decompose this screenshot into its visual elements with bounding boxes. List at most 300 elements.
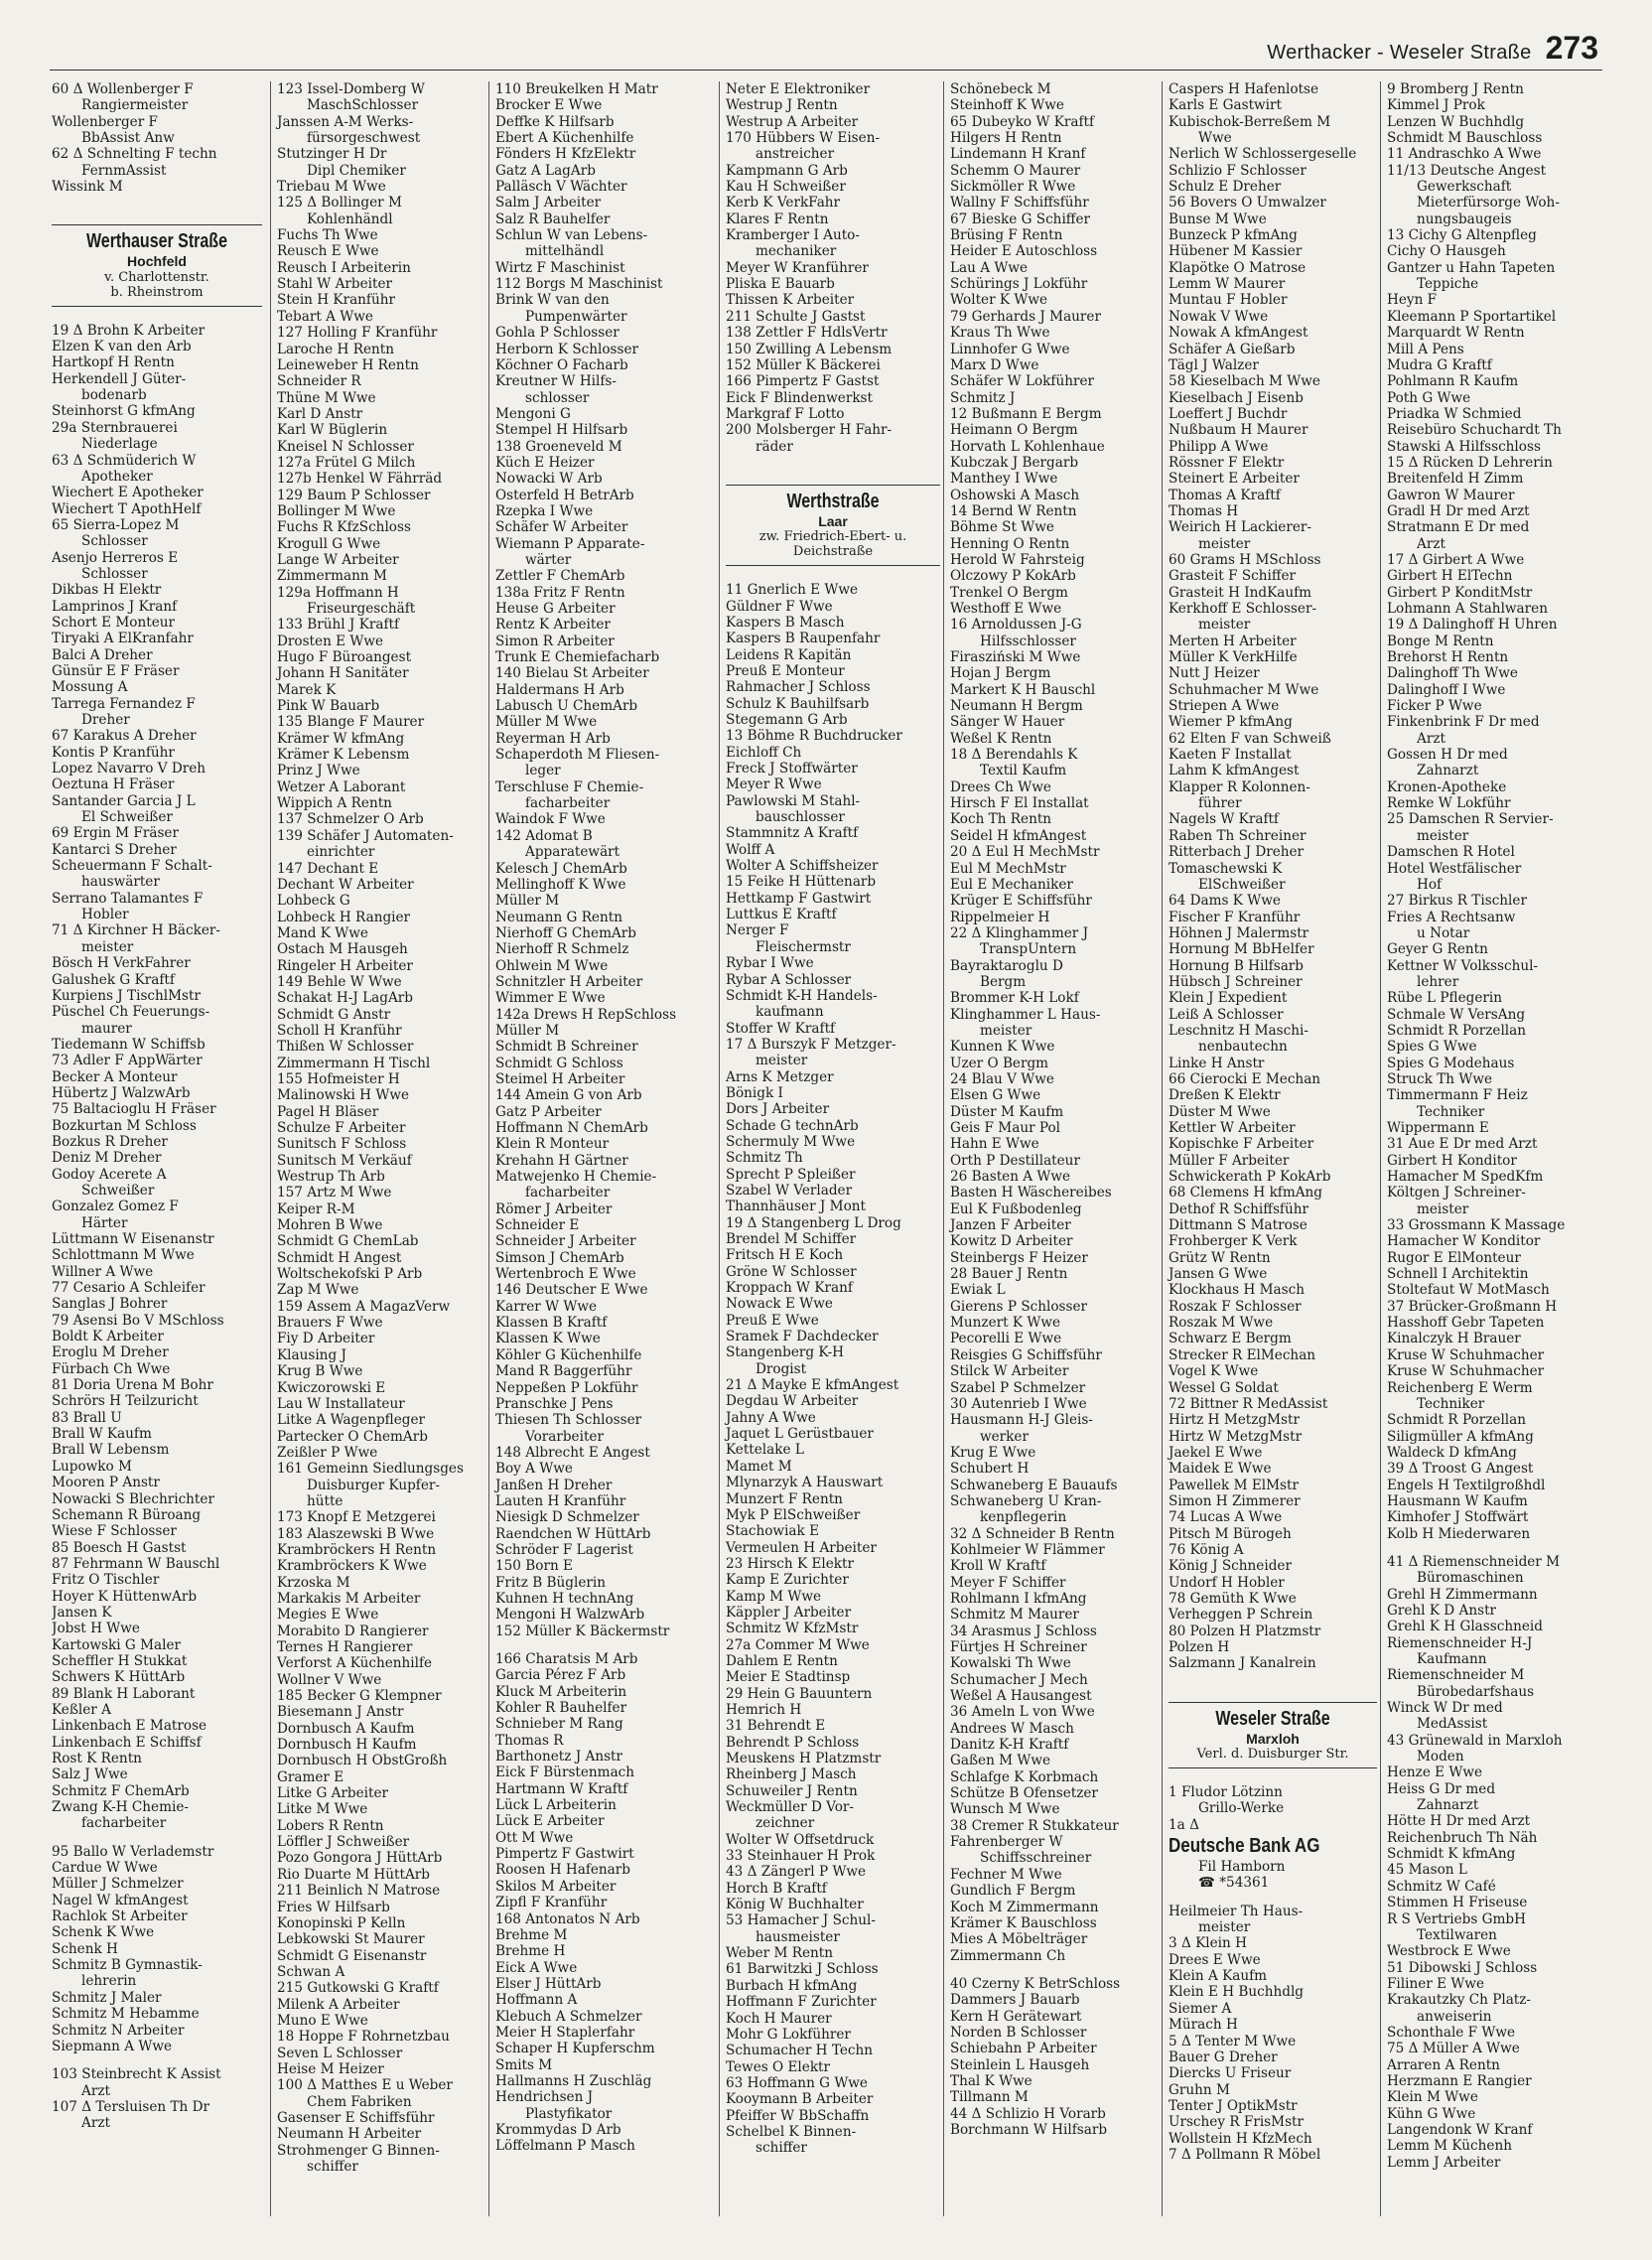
resident-entry: Roszak M Wwe bbox=[1169, 1315, 1274, 1332]
resident-entry: 37 Brücker-Großmann H bbox=[1387, 1298, 1558, 1315]
resident-entry: Schumacher J Mech bbox=[950, 1671, 1088, 1688]
entry-continuation: Apparatewärt bbox=[525, 844, 620, 861]
resident-entry: 135 Blange F Maurer bbox=[277, 714, 425, 731]
resident-entry: 1 Fludor Lötzinn bbox=[1169, 1784, 1283, 1801]
entry-continuation: Schiffsschreiner bbox=[980, 1850, 1092, 1867]
resident-entry: Dors J Arbeiter bbox=[726, 1101, 830, 1118]
resident-entry: Kaspers B Raupenfahr bbox=[726, 631, 881, 647]
resident-entry: Schnell I Architektin bbox=[1387, 1266, 1529, 1283]
resident-entry: Deniz M Dreher bbox=[52, 1150, 162, 1167]
resident-entry: Höhnen J Malermstr bbox=[1169, 924, 1309, 941]
resident-entry: Hirsch F El Installat bbox=[950, 795, 1089, 812]
resident-entry: Schelbel K Binnen- bbox=[726, 2123, 857, 2140]
entry-continuation: meister bbox=[1198, 535, 1251, 552]
resident-entry: 12 Bußmann E Bergm bbox=[950, 405, 1102, 422]
resident-entry: Neumann H Arbeiter bbox=[277, 2126, 422, 2143]
resident-entry: Hamacher W Konditor bbox=[1387, 1233, 1541, 1250]
resident-entry: Struck Th Wwe bbox=[1387, 1070, 1492, 1087]
resident-entry: Timmermann F Heiz bbox=[1387, 1087, 1528, 1104]
resident-entry: Damschen R Hotel bbox=[1387, 844, 1515, 861]
entry-continuation: Zahnarzt bbox=[1417, 1797, 1479, 1814]
resident-entry: Willner A Wwe bbox=[52, 1263, 154, 1280]
resident-entry: Hornung M BbHelfer bbox=[1169, 941, 1314, 958]
resident-entry: Karl W Büglerin bbox=[277, 422, 388, 439]
resident-entry: Dahlem E Rentn bbox=[726, 1652, 838, 1669]
resident-entry: Schwickerath P KokArb bbox=[1169, 1169, 1331, 1186]
entry-continuation: Techniker bbox=[1417, 1395, 1485, 1412]
resident-entry: Steinhoff K Wwe bbox=[950, 97, 1064, 114]
entry-continuation: nenbautechn bbox=[1198, 1039, 1288, 1056]
resident-entry: 127b Henkel W Fährräd bbox=[277, 471, 443, 488]
resident-entry: Bönigk I bbox=[726, 1084, 783, 1101]
resident-entry: Gröne W Schlosser bbox=[726, 1263, 857, 1280]
resident-entry: Brehme H bbox=[495, 1943, 566, 1960]
resident-entry: Philipp A Wwe bbox=[1169, 438, 1269, 455]
resident-entry: Kruse W Schuhmacher bbox=[1387, 1363, 1545, 1380]
entry-continuation: leger bbox=[525, 763, 561, 779]
resident-entry: Wollenberger F bbox=[52, 113, 158, 130]
resident-entry: Brink W van den bbox=[495, 292, 610, 309]
resident-entry: 30 Autenrieb I Wwe bbox=[950, 1395, 1087, 1412]
resident-entry: Dornbusch A Kaufm bbox=[277, 1720, 415, 1737]
resident-entry: Pfeiffer W BbSchaffn bbox=[726, 2107, 870, 2124]
resident-entry: 22 Δ Klinghammer J bbox=[950, 924, 1089, 941]
resident-entry: 15 Δ Rücken D Lehrerin bbox=[1387, 454, 1553, 471]
resident-entry: Merten H Arbeiter bbox=[1169, 633, 1297, 649]
resident-entry: Brall W Kaufm bbox=[52, 1426, 152, 1443]
resident-entry: Reusch E Wwe bbox=[277, 243, 379, 260]
resident-entry: Arns K Metzger bbox=[726, 1068, 834, 1085]
resident-entry: Zap M Wwe bbox=[277, 1282, 359, 1299]
resident-entry: Schmidt H Angest bbox=[277, 1249, 402, 1266]
resident-entry: Stempel H Hilfsarb bbox=[495, 422, 628, 439]
resident-entry: Rybar I Wwe bbox=[726, 955, 814, 972]
resident-entry: Kontis P Kranführ bbox=[52, 744, 175, 761]
resident-entry: Tiedemann W Schiffsb bbox=[52, 1036, 206, 1053]
resident-entry: Klares F Rentn bbox=[726, 211, 829, 227]
resident-entry: Zwang K-H Chemie- bbox=[52, 1799, 189, 1816]
resident-entry: Zimmermann H Tischl bbox=[277, 1055, 431, 1071]
resident-entry: Norden B Schlosser bbox=[950, 2024, 1087, 2041]
directory-column-4 bbox=[719, 81, 940, 2216]
resident-entry: Kelesch J ChemArb bbox=[495, 860, 627, 877]
resident-entry: Stilck W Arbeiter bbox=[950, 1363, 1069, 1380]
resident-entry: Zimmermann M bbox=[277, 568, 387, 585]
resident-entry: Wiemann P Apparate- bbox=[495, 535, 645, 552]
resident-entry: Kettelake L bbox=[726, 1442, 804, 1459]
resident-entry: Linkenbach E Schiffsf bbox=[52, 1734, 202, 1751]
resident-entry: Kowitz D Arbeiter bbox=[950, 1233, 1073, 1250]
resident-entry: 33 Steinhauer H Prok bbox=[726, 1848, 876, 1865]
resident-entry: Schwaneberg E Bauaufs bbox=[950, 1477, 1118, 1493]
resident-entry: Fischer F Kranführ bbox=[1169, 909, 1301, 925]
resident-entry: Gruhn M bbox=[1169, 2081, 1230, 2098]
resident-entry: Grasteit F Schiffer bbox=[1169, 568, 1297, 585]
entry-continuation: mechaniker bbox=[756, 243, 837, 260]
resident-entry: Rzepka I Wwe bbox=[495, 502, 594, 519]
resident-entry: Freck J Stoffwärter bbox=[726, 761, 858, 777]
resident-entry: Jobst H Wwe bbox=[52, 1621, 140, 1637]
resident-entry: 36 Ameln L von Wwe bbox=[950, 1704, 1095, 1721]
resident-entry: 211 Beinlich N Matrose bbox=[277, 1883, 441, 1900]
resident-entry: Kronen-Apotheke bbox=[1387, 778, 1507, 795]
resident-entry: Költgen J Schreiner- bbox=[1387, 1185, 1526, 1201]
resident-entry: Schlottmann M Wwe bbox=[52, 1247, 195, 1264]
resident-entry: Weirich H Lackierer- bbox=[1169, 519, 1311, 536]
resident-entry: Stahl W Arbeiter bbox=[277, 276, 393, 293]
resident-entry: Salz J Wwe bbox=[52, 1766, 128, 1783]
resident-entry: Heider E Autoschloss bbox=[950, 243, 1098, 260]
entry-continuation: Arzt bbox=[81, 2115, 110, 2132]
directory-column-3 bbox=[488, 81, 716, 2216]
resident-entry: Rugor E ElMonteur bbox=[1387, 1249, 1521, 1266]
resident-entry: Kroppach W Kranf bbox=[726, 1280, 853, 1297]
entry-continuation: u Notar bbox=[1417, 924, 1470, 941]
resident-entry: Raben Th Schreiner bbox=[1169, 827, 1307, 844]
resident-entry: Schmidt M Bauschloss bbox=[1387, 130, 1543, 147]
entry-continuation: Bergm bbox=[980, 973, 1027, 990]
resident-entry: Rybar A Schlosser bbox=[726, 971, 852, 988]
spacer bbox=[52, 2054, 262, 2066]
entry-continuation: Schweißer bbox=[81, 1182, 155, 1199]
resident-entry: Lupowko M bbox=[52, 1458, 132, 1475]
resident-entry: Dornbusch H ObstGroßh bbox=[277, 1753, 448, 1769]
entry-continuation: kenpflegerin bbox=[980, 1509, 1067, 1526]
resident-entry: Karrer W Wwe bbox=[495, 1298, 598, 1315]
resident-entry: 129 Baum P Schlosser bbox=[277, 487, 431, 503]
resident-entry: Wirtz F Maschinist bbox=[495, 259, 625, 276]
resident-entry: Kubischok-Berreßem M bbox=[1169, 113, 1331, 130]
resident-entry: Simon R Arbeiter bbox=[495, 633, 615, 649]
resident-entry: Fries W Hilfsarb bbox=[277, 1899, 390, 1915]
resident-entry: Hausmann W Kaufm bbox=[1387, 1492, 1528, 1509]
resident-entry: 146 Deutscher E Wwe bbox=[495, 1282, 648, 1299]
resident-entry: Schmitz J Maler bbox=[52, 1989, 162, 2006]
resident-entry: Schmidt B Schreiner bbox=[495, 1039, 638, 1056]
resident-entry: Hallmanns H Zuschläg bbox=[495, 2072, 652, 2089]
resident-entry: Drees Ch Wwe bbox=[950, 778, 1051, 795]
resident-entry: Hoyer K HüttenwArb bbox=[52, 1588, 198, 1605]
resident-entry: Hartkopf H Rentn bbox=[52, 354, 175, 371]
resident-entry: Nowak V Wwe bbox=[1169, 308, 1269, 325]
resident-entry: 58 Kieselbach M Wwe bbox=[1169, 373, 1320, 390]
resident-entry: 152 Müller K Bäckerei bbox=[726, 356, 881, 373]
resident-entry: Borchmann W Hilfsarb bbox=[950, 2121, 1108, 2138]
resident-entry: 21 Δ Mayke E kfmAngest bbox=[726, 1377, 899, 1394]
resident-entry: Dechant W Arbeiter bbox=[277, 876, 414, 893]
resident-entry: Schakat H-J LagArb bbox=[277, 990, 413, 1007]
resident-entry: Lauten H Kranführ bbox=[495, 1492, 626, 1509]
entry-continuation: Textil Kaufm bbox=[980, 763, 1067, 779]
resident-entry: Girbert P KonditMstr bbox=[1387, 584, 1533, 601]
resident-entry: 83 Brall U bbox=[52, 1409, 122, 1426]
entry-continuation: Zahnarzt bbox=[1417, 763, 1479, 779]
resident-entry: Wolter K Wwe bbox=[950, 292, 1048, 309]
entry-continuation: wärter bbox=[525, 551, 572, 568]
entry-continuation: maurer bbox=[81, 1020, 132, 1037]
resident-entry: Heiss G Dr med bbox=[1387, 1780, 1496, 1797]
resident-entry: Hamacher M SpedKfm bbox=[1387, 1169, 1544, 1186]
entry-continuation: anstreicher bbox=[756, 146, 835, 163]
resident-entry: Kerb K VerkFahr bbox=[726, 195, 841, 212]
resident-entry: Dittmann S Matrose bbox=[1169, 1217, 1308, 1234]
resident-entry: Lück L Arbeiterin bbox=[495, 1797, 617, 1814]
resident-entry: Karl D Anstr bbox=[277, 405, 363, 422]
resident-entry: Biesemann J Anstr bbox=[277, 1704, 404, 1721]
resident-entry: Filiner E Wwe bbox=[1387, 1975, 1484, 1992]
resident-entry: Myk P ElSchweißer bbox=[726, 1506, 861, 1523]
resident-entry: 147 Dechant E bbox=[277, 860, 379, 877]
resident-entry: 142 Adomat B bbox=[495, 827, 593, 844]
resident-entry: 19 Δ Brohn K Arbeiter bbox=[52, 322, 206, 339]
resident-entry: Wiechert E Apotheker bbox=[52, 485, 204, 501]
resident-entry: 29 Hein G Bauuntern bbox=[726, 1685, 873, 1702]
resident-entry: Schade G technArb bbox=[726, 1117, 859, 1134]
resident-entry: 81 Doria Urena M Bohr bbox=[52, 1377, 213, 1394]
company-name: Deutsche Bank AG bbox=[1169, 1835, 1320, 1858]
resident-entry: 9 Bromberg J Rentn bbox=[1387, 81, 1524, 97]
resident-entry: Hötte H Dr med Arzt bbox=[1387, 1813, 1531, 1830]
entry-continuation: MedAssist bbox=[1417, 1716, 1488, 1733]
resident-entry: Manthey I Wwe bbox=[950, 471, 1058, 488]
resident-entry: Basten H Wäschereibes bbox=[950, 1185, 1112, 1201]
resident-entry: 18 Hoppe F Rohrnetzbau bbox=[277, 2029, 450, 2046]
resident-entry: Kampmann G Arb bbox=[726, 162, 848, 179]
resident-entry: Linnhofer G Wwe bbox=[950, 341, 1070, 357]
entry-continuation: hauswärter bbox=[81, 874, 160, 891]
entry-continuation: Niederlage bbox=[81, 436, 158, 453]
resident-entry: 152 Müller K Bäckermstr bbox=[495, 1623, 670, 1639]
resident-entry: Riemenschneider M bbox=[1387, 1667, 1525, 1684]
resident-entry: Ternes H Rangierer bbox=[277, 1639, 413, 1655]
resident-entry: Meuskens H Platzmstr bbox=[726, 1751, 882, 1766]
resident-entry: Raendchen W HüttArb bbox=[495, 1525, 651, 1542]
resident-entry: Westrup J Rentn bbox=[726, 97, 838, 114]
resident-entry: Eul K Fußbodenleg bbox=[950, 1201, 1082, 1217]
resident-entry: Schonthale F Wwe bbox=[1387, 2024, 1516, 2041]
entry-continuation: Vorarbeiter bbox=[525, 1428, 604, 1445]
resident-entry: Preuß E Monteur bbox=[726, 662, 845, 679]
resident-entry: Verforst A Küchenhilfe bbox=[277, 1655, 433, 1672]
resident-entry: Lahm K kfmAngest bbox=[1169, 763, 1300, 779]
resident-entry: Gierens P Schlosser bbox=[950, 1298, 1088, 1315]
resident-entry: Waldeck D kfmAng bbox=[1387, 1444, 1517, 1461]
resident-entry: Gundlich F Bergm bbox=[950, 1883, 1076, 1900]
entry-continuation: Dipl Chemiker bbox=[307, 162, 406, 179]
resident-entry: König W Buchhalter bbox=[726, 1897, 864, 1913]
resident-entry: Stammnitz A Kraftf bbox=[726, 825, 859, 842]
resident-entry: Hoffmann A bbox=[495, 1992, 578, 2009]
resident-entry: Karls E Gastwirt bbox=[1169, 97, 1282, 114]
resident-entry: Stein H Kranführ bbox=[277, 292, 395, 309]
entry-continuation: anweiserin bbox=[1417, 2008, 1492, 2025]
resident-entry: Wetzer A Laborant bbox=[277, 778, 406, 795]
resident-entry: Vermeulen H Arbeiter bbox=[726, 1539, 877, 1556]
resident-entry: Wertenbroch E Wwe bbox=[495, 1266, 636, 1283]
entry-continuation: facharbeiter bbox=[525, 795, 611, 812]
resident-entry: Gaßen M Wwe bbox=[950, 1753, 1051, 1769]
resident-entry: Köchner O Facharb bbox=[495, 356, 628, 373]
resident-entry: Lopez Navarro V Dreh bbox=[52, 761, 206, 777]
directory-column-6 bbox=[1162, 81, 1377, 2216]
resident-entry: Smits M bbox=[495, 2056, 553, 2073]
resident-entry: 60 Grams H MSchloss bbox=[1169, 551, 1321, 568]
resident-entry: 1a Δ bbox=[1169, 1816, 1199, 1833]
resident-entry: Sprecht P Spleißer bbox=[726, 1166, 856, 1183]
resident-entry: Schröder F Lagerist bbox=[495, 1541, 633, 1558]
resident-entry: Schwers K HüttArb bbox=[52, 1669, 186, 1686]
resident-entry: Geyer G Rentn bbox=[1387, 941, 1488, 958]
resident-entry: 43 Δ Zängerl P Wwe bbox=[726, 1864, 867, 1881]
resident-entry: 89 Blank H Laborant bbox=[52, 1685, 196, 1702]
resident-entry: Girbert H ElTechn bbox=[1387, 568, 1513, 585]
resident-entry: 138 Groeneveld M bbox=[495, 438, 622, 455]
resident-entry: Serrano Talamantes F bbox=[52, 890, 204, 907]
resident-entry: Nagel W kfmAngest bbox=[52, 1892, 189, 1908]
resident-entry: 149 Behle W Wwe bbox=[277, 973, 402, 990]
resident-entry: Tewes O Elektr bbox=[726, 2058, 831, 2075]
resident-entry: Jansen G Wwe bbox=[1169, 1266, 1268, 1283]
resident-entry: Gradl H Dr med Arzt bbox=[1387, 502, 1530, 519]
resident-entry: Spies G Modehaus bbox=[1387, 1055, 1515, 1071]
entry-continuation: bodenarb bbox=[81, 387, 147, 404]
resident-entry: Mudra G Kraftf bbox=[1387, 356, 1492, 373]
resident-entry: Kohler R Bauhelfer bbox=[495, 1700, 627, 1717]
resident-entry: Pliska E Bauarb bbox=[726, 276, 835, 293]
resident-entry: Wollner V Wwe bbox=[277, 1671, 382, 1688]
resident-entry: Krämer W kfmAng bbox=[277, 730, 405, 747]
resident-entry: Schulz K Bauhilfsarb bbox=[726, 695, 870, 712]
resident-entry: Fritz O Tischler bbox=[52, 1572, 160, 1589]
entry-continuation: Teppiche bbox=[1417, 276, 1479, 293]
resident-entry: 71 Δ Kirchner H Bäcker- bbox=[52, 922, 221, 939]
resident-entry: 211 Schulte J Gastst bbox=[726, 308, 866, 325]
resident-entry: Wippermann E bbox=[1387, 1120, 1489, 1136]
resident-entry: Thomas H bbox=[1169, 502, 1239, 519]
resident-entry: Kroll W Kraftf bbox=[950, 1558, 1046, 1575]
resident-entry: Kau H Schweißer bbox=[726, 179, 846, 196]
entry-continuation: hausmeister bbox=[756, 1928, 840, 1945]
resident-entry: Westrup Th Arb bbox=[277, 1169, 385, 1186]
resident-entry: Püschel Ch Feuerungs- bbox=[52, 1004, 210, 1021]
resident-entry: Krommydas D Arb bbox=[495, 2121, 621, 2138]
street-section-header bbox=[1169, 1702, 1377, 1768]
entry-continuation: mittelhändl bbox=[525, 243, 605, 260]
resident-entry: Weber M Rentn bbox=[726, 1945, 833, 1962]
resident-entry: Grehl K H Glasschneid bbox=[1387, 1619, 1543, 1635]
resident-entry: Tarrega Fernandez F bbox=[52, 695, 196, 712]
resident-entry: Salzmann J Kanalrein bbox=[1169, 1655, 1316, 1672]
resident-entry: Wiemer P kfmAng bbox=[1169, 714, 1293, 731]
resident-entry: Zeißler P Wwe bbox=[277, 1444, 378, 1461]
resident-entry: Römer J Arbeiter bbox=[495, 1201, 613, 1217]
resident-entry: Hoffmann F Zurichter bbox=[726, 1994, 877, 2011]
resident-entry: Roszak F Schlosser bbox=[1169, 1298, 1302, 1315]
resident-entry: 155 Hofmeister H bbox=[277, 1070, 400, 1087]
resident-entry: 60 Δ Wollenberger F bbox=[52, 81, 194, 97]
header-title: Werthacker - Weseler Straße bbox=[1267, 42, 1532, 64]
resident-entry: Schnitzler H Arbeiter bbox=[495, 973, 643, 990]
resident-entry: Becker A Monteur bbox=[52, 1068, 178, 1085]
resident-entry: Frohberger K Verk bbox=[1169, 1233, 1298, 1250]
resident-entry: 138 Zettler F HdlsVertr bbox=[726, 325, 888, 342]
resident-entry: 41 Δ Riemenschneider M bbox=[1387, 1553, 1561, 1570]
resident-entry: Szabel W Verlader bbox=[726, 1182, 853, 1199]
resident-entry: Godoy Acerete A bbox=[52, 1166, 167, 1183]
resident-entry: Schmidt G ChemLab bbox=[277, 1233, 419, 1250]
resident-entry: Lohbeck H Rangier bbox=[277, 909, 411, 925]
resident-entry: Mossung A bbox=[52, 679, 128, 696]
resident-entry: Eick F Bürstenmach bbox=[495, 1765, 635, 1781]
resident-entry: Koch H Maurer bbox=[726, 2010, 832, 2027]
resident-entry: Schmitz F ChemArb bbox=[52, 1782, 190, 1799]
resident-entry: 56 Bovers O Umwalzer bbox=[1169, 195, 1326, 212]
entry-continuation: Apotheker bbox=[81, 468, 153, 485]
resident-entry: Krämer K Bauschloss bbox=[950, 1914, 1097, 1931]
resident-entry: Drees E Wwe bbox=[1169, 1951, 1261, 1968]
resident-entry: Roosen H Hafenarb bbox=[495, 1862, 630, 1879]
resident-entry: 16 Arnoldussen J-G bbox=[950, 617, 1082, 634]
spacer bbox=[726, 455, 940, 467]
resident-entry: Käppler J Arbeiter bbox=[726, 1604, 852, 1621]
resident-entry: Gasenser E Schiffsführ bbox=[277, 2109, 435, 2126]
entry-continuation: Schlosser bbox=[81, 565, 148, 582]
resident-entry: 185 Becker G Klempner bbox=[277, 1688, 442, 1705]
resident-entry: Nerlich W Schlossergeselle bbox=[1169, 146, 1357, 163]
resident-entry: 65 Sierra-Lopez M bbox=[52, 516, 180, 533]
resident-entry: Rippelmeier H bbox=[950, 909, 1050, 925]
street-range: b. Rheinstrom bbox=[110, 284, 204, 300]
resident-entry: Schmitz M Maurer bbox=[950, 1607, 1079, 1624]
resident-entry: 7 Δ Pollmann R Möbel bbox=[1169, 2146, 1321, 2163]
resident-entry: Leineweber H Rentn bbox=[277, 356, 419, 373]
resident-entry: Pecorelli E Wwe bbox=[950, 1331, 1062, 1347]
resident-entry: Langendonk W Kranf bbox=[1387, 2121, 1533, 2138]
resident-entry: Rohlmann I kfmAng bbox=[950, 1590, 1087, 1607]
resident-entry: Mooren P Anstr bbox=[52, 1475, 160, 1491]
resident-entry: Mlynarzyk A Hauswart bbox=[726, 1475, 884, 1491]
resident-entry: Finkenbrink F Dr med bbox=[1387, 714, 1540, 731]
resident-entry: Ebert A Küchenhilfe bbox=[495, 130, 634, 147]
resident-entry: 150 Zwilling A Lebensm bbox=[726, 341, 893, 357]
resident-entry: Schmitz B Gymnastik- bbox=[52, 1957, 203, 1974]
resident-entry: Schäfer W Arbeiter bbox=[495, 519, 628, 536]
entry-continuation: Friseurgeschäft bbox=[307, 601, 416, 617]
resident-entry: Triebau M Wwe bbox=[277, 179, 386, 196]
resident-entry: 38 Cremer R Stukkateur bbox=[950, 1817, 1119, 1834]
resident-entry: Leiß A Schlosser bbox=[1169, 1006, 1284, 1023]
resident-entry: Prinz J Wwe bbox=[277, 763, 360, 779]
resident-entry: Schenk K Wwe bbox=[52, 1924, 155, 1941]
resident-entry: 133 Brühl J Kraftf bbox=[277, 617, 399, 634]
resident-entry: Elser J HüttArb bbox=[495, 1975, 602, 1992]
entry-continuation: Büromaschinen bbox=[1417, 1570, 1524, 1587]
resident-entry: Krambröckers K Wwe bbox=[277, 1558, 427, 1575]
resident-entry: Deffke K Hilfsarb bbox=[495, 113, 615, 130]
resident-entry: Mohr G Lokführer bbox=[726, 2026, 851, 2043]
resident-entry: 148 Albrecht E Angest bbox=[495, 1444, 650, 1461]
resident-entry: 51 Dibowski J Schloss bbox=[1387, 1959, 1538, 1976]
resident-entry: Weckmüller D Vor- bbox=[726, 1799, 855, 1816]
resident-entry: Jahny A Wwe bbox=[726, 1409, 816, 1426]
resident-entry: Lohbeck G bbox=[277, 893, 350, 910]
entry-continuation: Chem Fabriken bbox=[307, 2093, 412, 2110]
spacer bbox=[1387, 1542, 1607, 1554]
resident-entry: 64 Dams K Wwe bbox=[1169, 893, 1281, 910]
entry-continuation: lehrerin bbox=[81, 1973, 137, 1990]
resident-entry: Boy A Wwe bbox=[495, 1461, 573, 1478]
resident-entry: Verheggen P Schrein bbox=[1169, 1607, 1313, 1624]
